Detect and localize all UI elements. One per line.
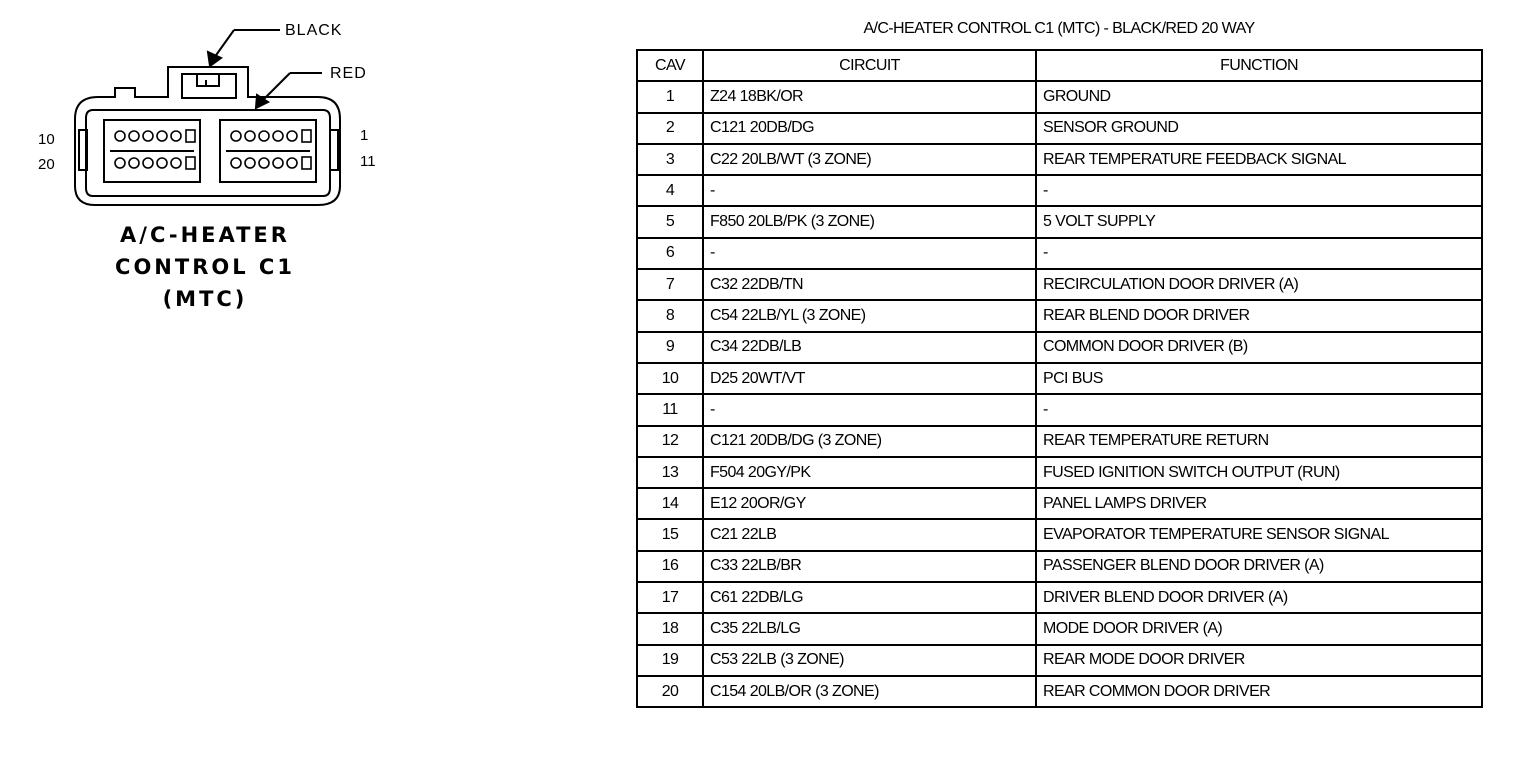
- cav-cell: 4: [637, 175, 703, 206]
- cav-cell: 11: [637, 394, 703, 425]
- function-cell: PCI BUS: [1036, 363, 1482, 394]
- cavity-grid: [115, 130, 311, 169]
- circuit-cell: E12 20OR/GY: [703, 488, 1036, 519]
- function-cell: REAR COMMON DOOR DRIVER: [1036, 676, 1482, 707]
- header-function: FUNCTION: [1036, 50, 1482, 81]
- connector-caption-line1: A/C-HEATER: [120, 223, 290, 247]
- cavity: [273, 158, 283, 168]
- circuit-cell: C61 22DB/LG: [703, 582, 1036, 613]
- cav-cell: 12: [637, 426, 703, 457]
- cav-cell: 2: [637, 113, 703, 144]
- cavity: [129, 131, 139, 141]
- cavity: [231, 158, 241, 168]
- circuit-cell: F850 20LB/PK (3 ZONE): [703, 206, 1036, 237]
- function-cell: EVAPORATOR TEMPERATURE SENSOR SIGNAL: [1036, 519, 1482, 550]
- callout-red-label: RED: [330, 65, 367, 82]
- circuit-cell: C121 20DB/DG (3 ZONE): [703, 426, 1036, 457]
- circuit-cell: C21 22LB: [703, 519, 1036, 550]
- table-row: [637, 300, 1482, 331]
- table-row: [637, 676, 1482, 707]
- function-cell: RECIRCULATION DOOR DRIVER (A): [1036, 269, 1482, 300]
- callout-black-label: BLACK: [285, 22, 343, 39]
- circuit-cell: C35 22LB/LG: [703, 613, 1036, 644]
- pin-label-20: 20: [38, 156, 55, 173]
- cav-cell: 3: [637, 144, 703, 175]
- cavity: [287, 131, 297, 141]
- cavity: [259, 158, 269, 168]
- cavity: [115, 131, 125, 141]
- circuit-cell: -: [703, 394, 1036, 425]
- cavity-tab: [186, 157, 195, 169]
- circuit-cell: Z24 18BK/OR: [703, 81, 1036, 112]
- cavity: [143, 158, 153, 168]
- cavity: [171, 131, 181, 141]
- table-title: A/C-HEATER CONTROL C1 (MTC) - BLACK/RED 20 WAY: [863, 20, 1255, 37]
- circuit-cell: C121 20DB/DG: [703, 113, 1036, 144]
- table-row: [637, 113, 1482, 144]
- circuit-cell: C22 20LB/WT (3 ZONE): [703, 144, 1036, 175]
- cavity: [143, 131, 153, 141]
- function-cell: 5 VOLT SUPPLY: [1036, 206, 1482, 237]
- circuit-cell: F504 20GY/PK: [703, 457, 1036, 488]
- function-cell: PANEL LAMPS DRIVER: [1036, 488, 1482, 519]
- pinout-table: [636, 49, 1483, 708]
- table-row: [637, 206, 1482, 237]
- cav-cell: 19: [637, 645, 703, 676]
- cav-cell: 10: [637, 363, 703, 394]
- cav-cell: 14: [637, 488, 703, 519]
- cav-cell: 5: [637, 206, 703, 237]
- cavity: [157, 131, 167, 141]
- function-cell: -: [1036, 394, 1482, 425]
- cavity: [157, 158, 167, 168]
- cavity-tab: [302, 130, 311, 142]
- pin-label-1: 1: [360, 127, 369, 144]
- cav-cell: 17: [637, 582, 703, 613]
- cavity: [115, 158, 125, 168]
- cavity: [171, 158, 181, 168]
- function-cell: REAR TEMPERATURE RETURN: [1036, 426, 1482, 457]
- cavity: [259, 131, 269, 141]
- function-cell: FUSED IGNITION SWITCH OUTPUT (RUN): [1036, 457, 1482, 488]
- circuit-cell: -: [703, 238, 1036, 269]
- circuit-cell: D25 20WT/VT: [703, 363, 1036, 394]
- table-row: [637, 551, 1482, 582]
- cav-cell: 20: [637, 676, 703, 707]
- circuit-cell: C32 22DB/TN: [703, 269, 1036, 300]
- function-cell: REAR TEMPERATURE FEEDBACK SIGNAL: [1036, 144, 1482, 175]
- pin-label-10: 10: [38, 131, 55, 148]
- function-cell: MODE DOOR DRIVER (A): [1036, 613, 1482, 644]
- table-header-row: [637, 50, 1482, 81]
- cavity: [245, 158, 255, 168]
- table-row: [637, 519, 1482, 550]
- cavity: [273, 131, 283, 141]
- header-cav: CAV: [637, 50, 703, 81]
- table-row: [637, 457, 1482, 488]
- function-cell: DRIVER BLEND DOOR DRIVER (A): [1036, 582, 1482, 613]
- header-circuit: CIRCUIT: [703, 50, 1036, 81]
- circuit-cell: C53 22LB (3 ZONE): [703, 645, 1036, 676]
- cavity: [129, 158, 139, 168]
- cav-cell: 1: [637, 81, 703, 112]
- function-cell: GROUND: [1036, 81, 1482, 112]
- function-cell: COMMON DOOR DRIVER (B): [1036, 332, 1482, 363]
- table-row: [637, 488, 1482, 519]
- circuit-cell: C33 22LB/BR: [703, 551, 1036, 582]
- table-row: [637, 394, 1482, 425]
- circuit-cell: -: [703, 175, 1036, 206]
- table-row: [637, 81, 1482, 112]
- cav-cell: 7: [637, 269, 703, 300]
- cav-cell: 13: [637, 457, 703, 488]
- cav-cell: 18: [637, 613, 703, 644]
- table-row: [637, 613, 1482, 644]
- cav-cell: 9: [637, 332, 703, 363]
- cav-cell: 15: [637, 519, 703, 550]
- table-row: [637, 363, 1482, 394]
- cavity: [287, 158, 297, 168]
- connector-caption-line2: CONTROL C1: [115, 255, 295, 279]
- function-cell: REAR BLEND DOOR DRIVER: [1036, 300, 1482, 331]
- function-cell: SENSOR GROUND: [1036, 113, 1482, 144]
- cav-cell: 6: [637, 238, 703, 269]
- cavity: [231, 131, 241, 141]
- cav-cell: 16: [637, 551, 703, 582]
- circuit-cell: C154 20LB/OR (3 ZONE): [703, 676, 1036, 707]
- function-cell: -: [1036, 175, 1482, 206]
- table-row: [637, 269, 1482, 300]
- cavity-tab: [186, 130, 195, 142]
- pin-label-11: 11: [360, 153, 376, 170]
- circuit-cell: C34 22DB/LB: [703, 332, 1036, 363]
- cavity-tab: [302, 157, 311, 169]
- table-row: [637, 175, 1482, 206]
- table-row: [637, 238, 1482, 269]
- table-row: [637, 332, 1482, 363]
- cav-cell: 8: [637, 300, 703, 331]
- table-row: [637, 582, 1482, 613]
- table-row: [637, 645, 1482, 676]
- function-cell: REAR MODE DOOR DRIVER: [1036, 645, 1482, 676]
- table-row: [637, 144, 1482, 175]
- table-row: [637, 426, 1482, 457]
- function-cell: PASSENGER BLEND DOOR DRIVER (A): [1036, 551, 1482, 582]
- cavity: [245, 131, 255, 141]
- connector-caption-line3: (MTC): [162, 287, 248, 311]
- circuit-cell: C54 22LB/YL (3 ZONE): [703, 300, 1036, 331]
- function-cell: -: [1036, 238, 1482, 269]
